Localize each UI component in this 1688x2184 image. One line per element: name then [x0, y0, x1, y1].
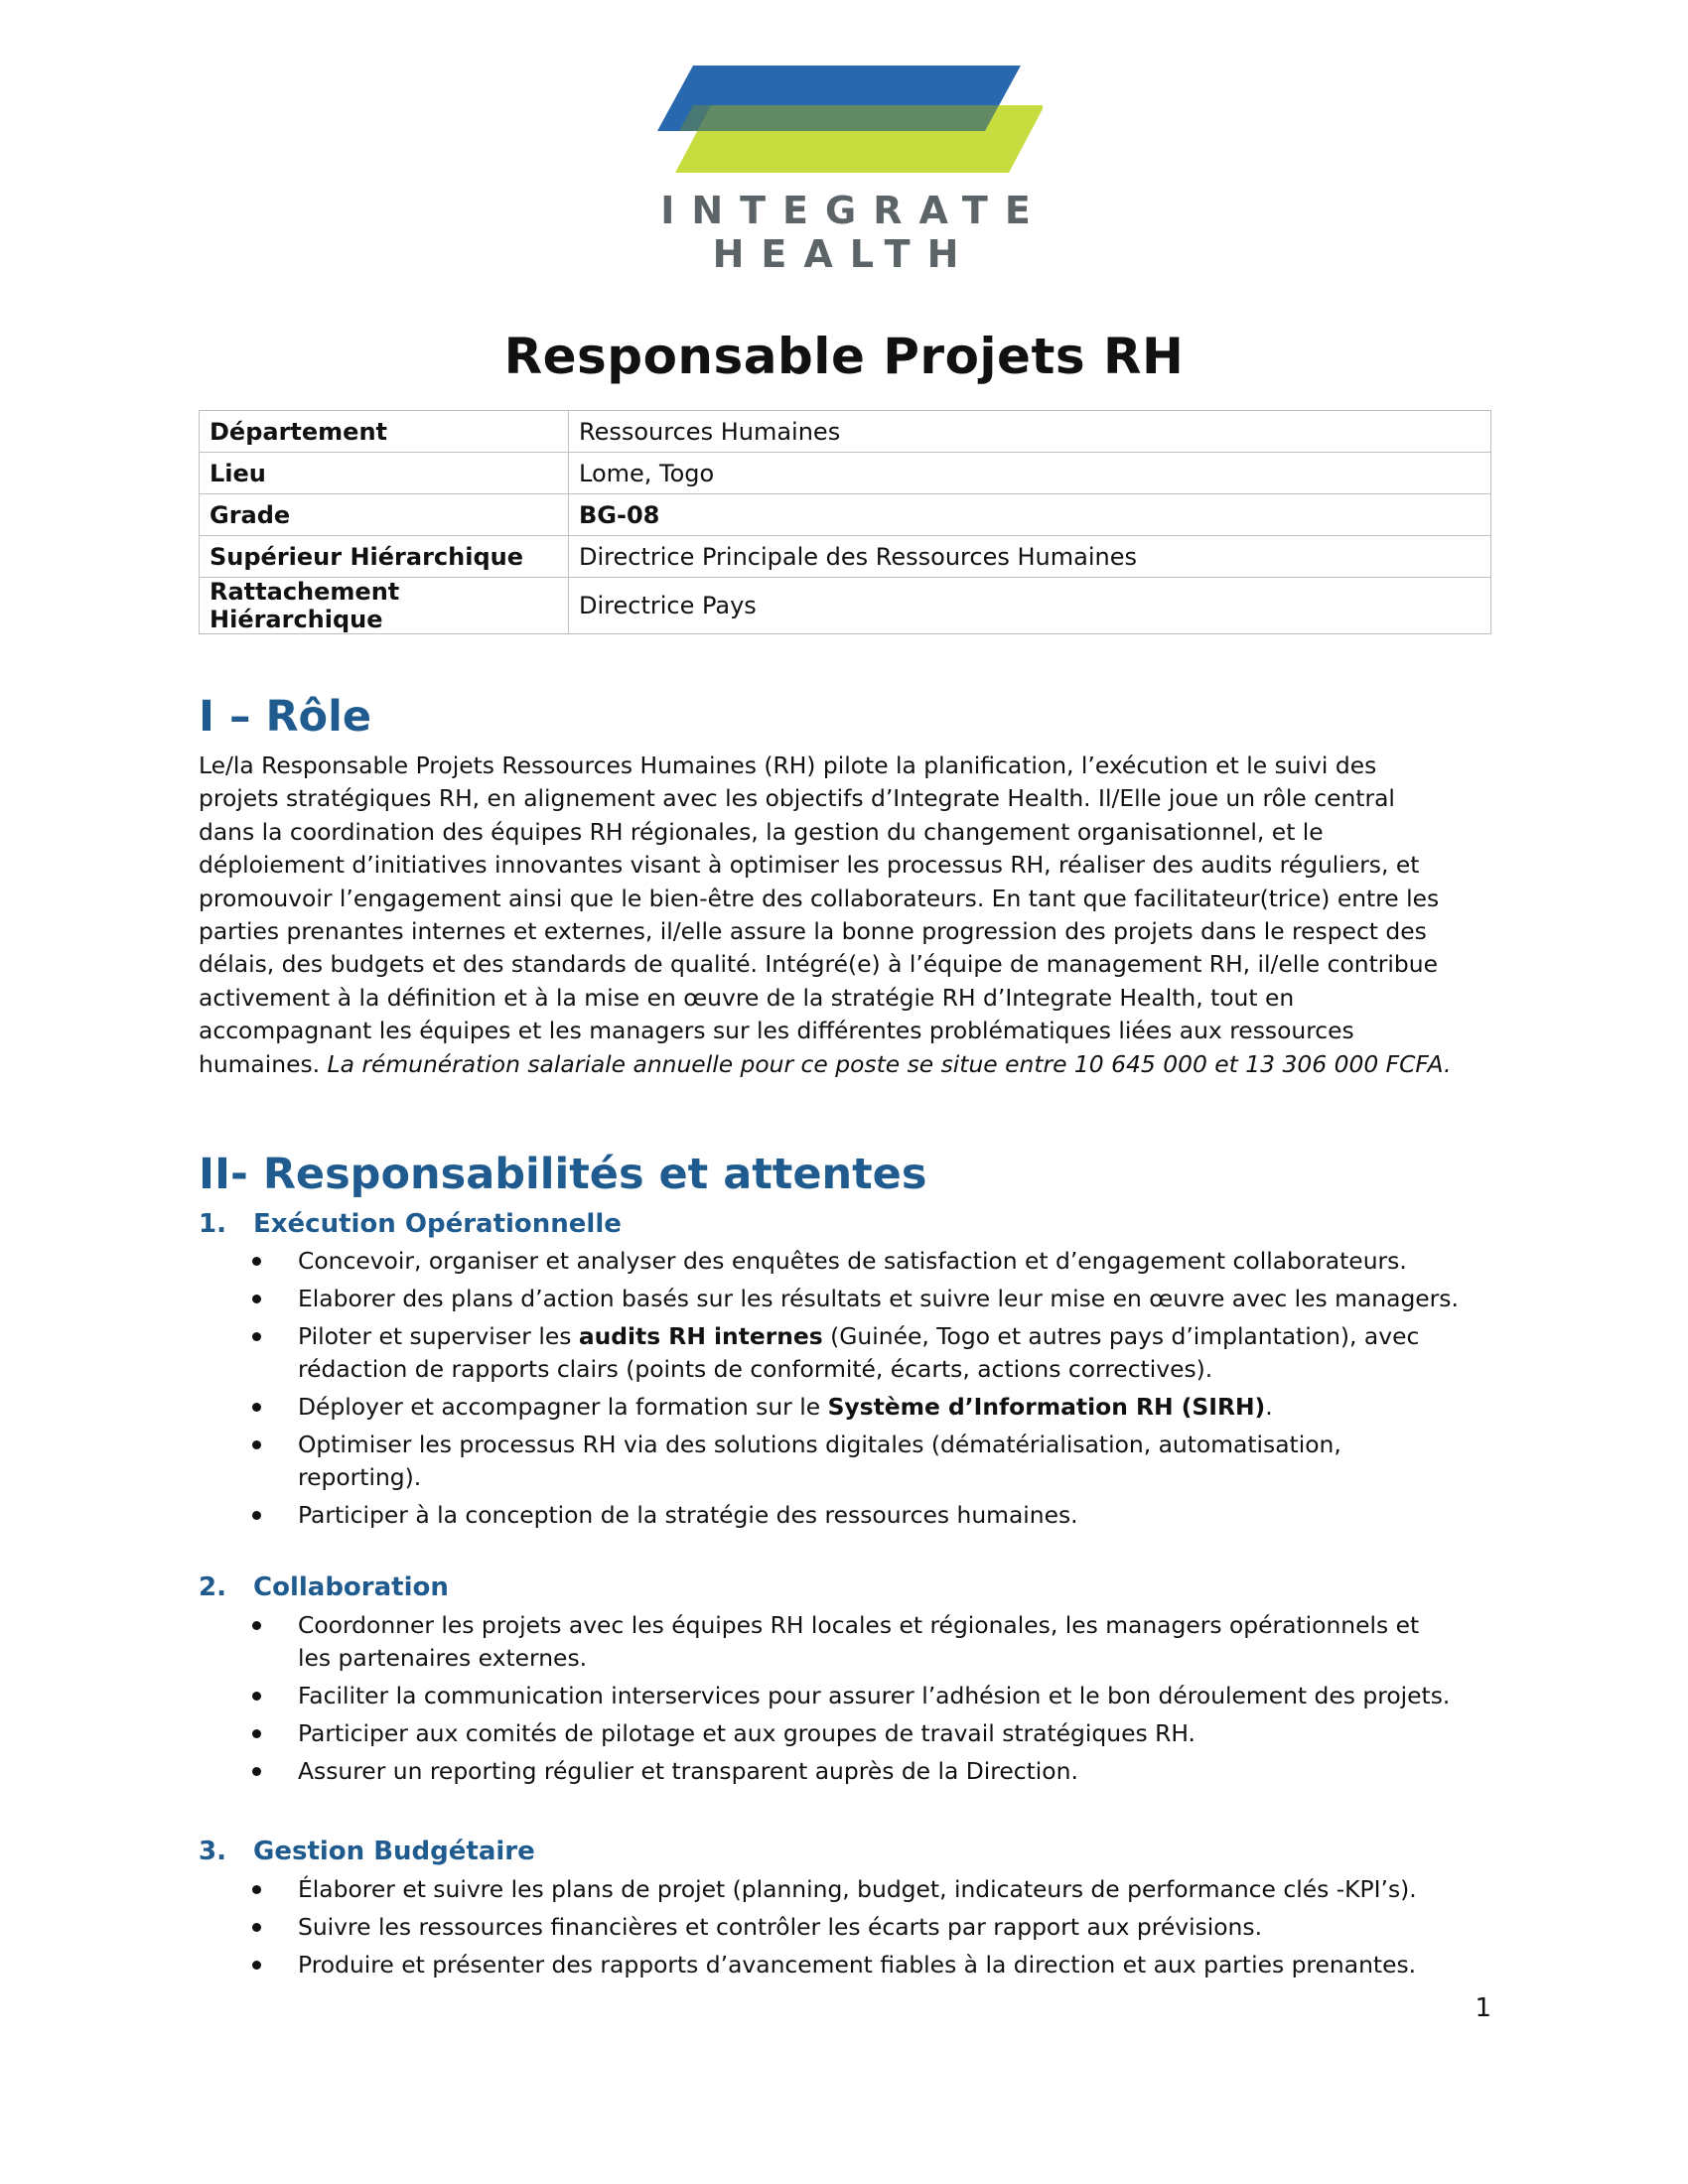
list-item-text: Déployer et accompagner la formation sur le — [298, 1393, 828, 1421]
list-item-text: Produire et présenter des rapports d’avancement fiables à la direction et aux parties prenantes. — [298, 1951, 1417, 1979]
budget-list — [199, 1873, 1509, 1986]
paragraph-line: promouvoir l’engagement ainsi que le bien-être des collaborateurs. En tant que facilitateur(trice) entre les — [199, 884, 1440, 912]
list-item-text: Coordonner les projets avec les équipes RH locales et régionales, les managers opérationnels et — [298, 1611, 1420, 1639]
row-value: BG-08 — [569, 494, 1491, 536]
logo-text-integrate: INTEGRATE — [660, 189, 1048, 232]
row-label: Département — [200, 411, 569, 453]
logo-text-health: HEALTH — [712, 232, 976, 276]
paragraph-line — [199, 1048, 1499, 1081]
subsection-number: 3. — [199, 1837, 226, 1866]
list-item-text: reporting). — [298, 1463, 422, 1491]
subsection-number: 2. — [199, 1572, 226, 1602]
table-row — [200, 453, 1491, 494]
list-item — [199, 1320, 1509, 1386]
list-item-text: Piloter et superviser les — [298, 1322, 579, 1350]
subsection-number: 1. — [199, 1209, 226, 1239]
integrate-health-logo — [645, 62, 1048, 290]
list-item — [199, 1873, 1509, 1906]
row-value: Directrice Principale des Ressources Humaines — [569, 536, 1491, 578]
row-label: Rattachement Hiérarchique — [200, 578, 569, 634]
paragraph-line: projets stratégiques RH, en alignement avec les objectifs d’Integrate Health. Il/Elle joue un rôle central — [199, 784, 1395, 813]
row-label: Lieu — [200, 453, 569, 494]
list-item-text: Participer à la conception de la stratégie des ressources humaines. — [298, 1501, 1078, 1529]
subsection-title: Collaboration — [253, 1572, 449, 1602]
paragraph-line: délais, des budgets et des standards de qualité. Intégré(e) à l’équipe de management RH, il/elle contribue — [199, 950, 1438, 979]
list-item — [199, 1283, 1509, 1315]
paragraph-line: accompagnant les équipes et les managers sur les différentes problématiques liées aux ressources — [199, 1017, 1354, 1045]
page-number: 1 — [1475, 1993, 1491, 2023]
row-label: Grade — [200, 494, 569, 536]
list-item — [199, 1755, 1509, 1788]
job-info-table — [199, 410, 1491, 634]
subsection-heading-collaboration — [199, 1572, 449, 1602]
list-item-text: Optimiser les processus RH via des solutions digitales (dématérialisation, automatisation, — [298, 1431, 1341, 1458]
list-item — [199, 1429, 1509, 1494]
logo-stripes-graphic — [645, 62, 1043, 181]
list-item-text: (Guinée, Togo et autres pays d’implantation), avec — [822, 1322, 1420, 1350]
table-row — [200, 494, 1491, 536]
list-item — [199, 1499, 1509, 1532]
page-title: Responsable Projets RH — [503, 328, 1185, 385]
list-item-text: les partenaires externes. — [298, 1644, 588, 1672]
paragraph-line: Le/la Responsable Projets Ressources Humaines (RH) pilote la planification, l’exécution et le suivi des — [199, 751, 1377, 779]
execution-list — [199, 1245, 1509, 1537]
paragraph-text: humaines. — [199, 1049, 328, 1078]
list-item-text: rédaction de rapports clairs (points de conformité, écarts, actions correctives). — [298, 1355, 1213, 1383]
section-heading-role: I – Rôle — [199, 692, 371, 742]
list-item-bold-text: Système d’Information RH (SIRH) — [827, 1393, 1266, 1421]
paragraph-line: parties prenantes internes et externes, il/elle assure la bonne progression des projets dans le respect des — [199, 917, 1427, 946]
row-value: Directrice Pays — [569, 578, 1491, 634]
subsection-title: Exécution Opérationnelle — [253, 1209, 622, 1239]
row-value: Lome, Togo — [569, 453, 1491, 494]
list-item — [199, 1911, 1509, 1944]
collaboration-list — [199, 1609, 1509, 1793]
paragraph-line: activement à la définition et à la mise en œuvre de la stratégie RH d’Integrate Health, tout en — [199, 983, 1295, 1012]
list-item — [199, 1717, 1509, 1750]
list-item — [199, 1391, 1509, 1424]
subsection-heading-execution — [199, 1209, 622, 1239]
list-item — [199, 1680, 1509, 1712]
table-row — [200, 536, 1491, 578]
list-item-text: Participer aux comités de pilotage et aux groupes de travail stratégiques RH. — [298, 1719, 1196, 1747]
list-item-text: Suivre les ressources financières et contrôler les écarts par rapport aux prévisions. — [298, 1913, 1263, 1941]
salary-range-text: La rémunération salariale annuelle pour ce poste se situe entre 10 645 000 et 13 306 000 FCFA. — [327, 1049, 1452, 1078]
list-item-text: . — [1265, 1393, 1273, 1421]
list-item-text: Assurer un reporting régulier et transparent auprès de la Direction. — [298, 1757, 1078, 1785]
list-item-bold-text: audits RH internes — [578, 1322, 823, 1350]
list-item-text: Concevoir, organiser et analyser des enquêtes de satisfaction et d’engagement collaborateurs. — [298, 1247, 1407, 1275]
role-paragraph — [199, 750, 1499, 1081]
list-item — [199, 1949, 1509, 1981]
row-value: Ressources Humaines — [569, 411, 1491, 453]
row-label: Supérieur Hiérarchique — [200, 536, 569, 578]
table-row — [200, 411, 1491, 453]
paragraph-line: déploiement d’initiatives innovantes visant à optimiser les processus RH, réaliser des audits réguliers, et — [199, 851, 1420, 880]
list-item-text: Faciliter la communication interservices pour assurer l’adhésion et le bon déroulement des projets. — [298, 1682, 1451, 1709]
list-item-text: Élaborer et suivre les plans de projet (planning, budget, indicateurs de performance clés -KPI’s). — [298, 1875, 1417, 1903]
list-item — [199, 1245, 1509, 1278]
paragraph-line: dans la coordination des équipes RH régionales, la gestion du changement organisationnel, et le — [199, 817, 1324, 846]
subsection-heading-budget — [199, 1837, 535, 1866]
list-item — [199, 1609, 1509, 1675]
table-row — [200, 578, 1491, 634]
subsection-title: Gestion Budgétaire — [253, 1837, 535, 1866]
list-item-text: Elaborer des plans d’action basés sur les résultats et suivre leur mise en œuvre avec les managers. — [298, 1285, 1459, 1312]
section-heading-responsibilities: II- Responsabilités et attentes — [199, 1150, 927, 1199]
